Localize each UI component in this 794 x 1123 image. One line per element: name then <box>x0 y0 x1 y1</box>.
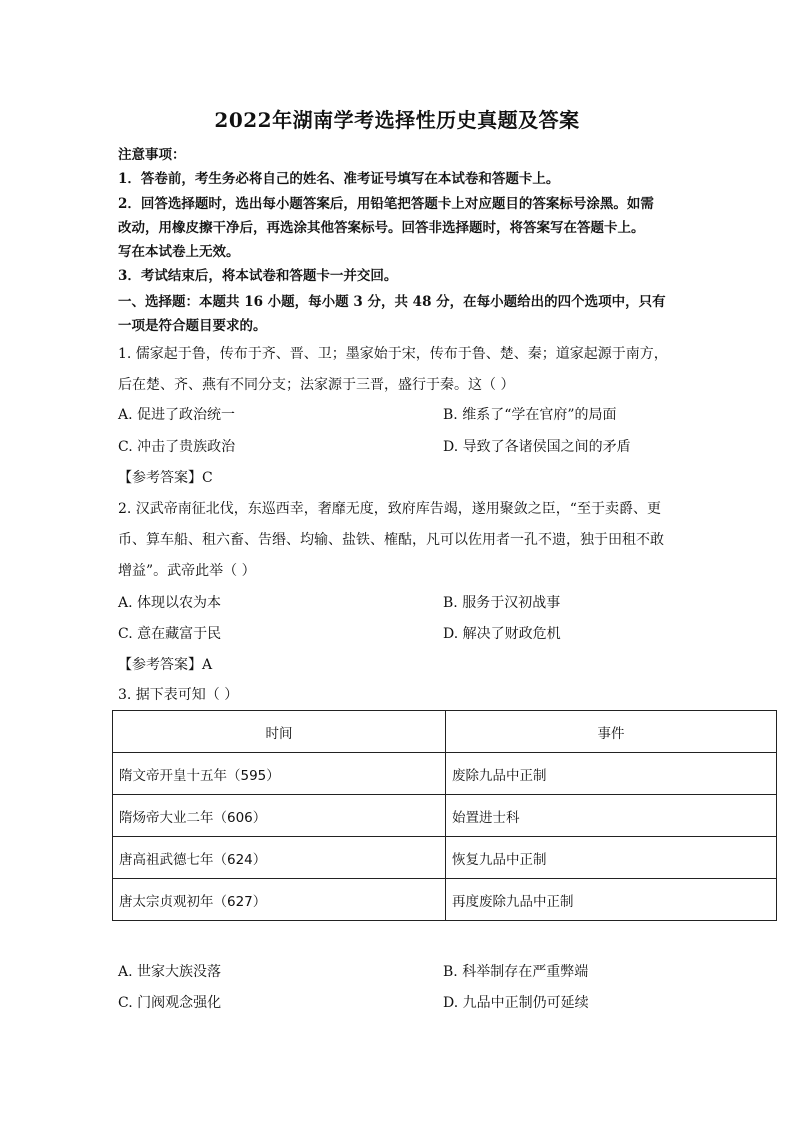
section-heading-line-1: 一、选择题：本题共 16 小题，每小题 3 分，共 48 分，在每小题给出的四个选项中，只有 <box>118 294 666 310</box>
section-heading-line-2: 一项是符合题目要求的。 <box>118 318 267 334</box>
q1-option-c: C. 冲击了贵族政治 <box>118 439 236 455</box>
table-cell-time: 隋炀帝大业二年（606） <box>113 795 446 837</box>
q1-stem-line-2: 后在楚、齐、燕有不同分支；法家源于三晋，盛行于秦。这（ ） <box>118 377 515 393</box>
q2-stem-line-3: 增益”。武帝此举（ ） <box>118 563 256 579</box>
q1-option-b: B. 维系了“学在官府”的局面 <box>443 407 617 423</box>
q2-option-c: C. 意在藏富于民 <box>118 626 222 642</box>
table-row <box>113 837 777 879</box>
notice-item-3: 3．考试结束后，将本试卷和答题卡一并交回。 <box>118 268 398 284</box>
table-cell-event: 恢复九品中正制 <box>446 837 777 879</box>
q3-option-b: B. 科举制存在严重弊端 <box>443 964 589 980</box>
notice-item-2-line-1: 2．回答选择题时，选出每小题答案后，用铅笔把答题卡上对应题目的答案标号涂黑。如需 <box>118 196 654 212</box>
q2-stem-line-1: 2. 汉武帝南征北伐，东巡西幸，奢靡无度，致府库告竭，遂用聚敛之臣，“至于卖爵、更 <box>118 501 661 517</box>
table-row <box>113 753 777 795</box>
table-row <box>113 795 777 837</box>
q3-option-c: C. 门阀观念强化 <box>118 995 222 1011</box>
q3-table <box>112 710 777 921</box>
q1-stem-line-1: 1. 儒家起于鲁，传布于齐、晋、卫；墨家始于宋，传布于鲁、楚、秦；道家起源于南方， <box>118 346 668 362</box>
q2-stem-line-2: 币、算车船、租六畜、告缗、均输、盐铁、榷酤，凡可以佐用者一孔不遗，独于田租不敢 <box>118 532 664 548</box>
notice-item-1: 1．答卷前，考生务必将自己的姓名、准考证号填写在本试卷和答题卡上。 <box>118 171 560 187</box>
table-header-event: 事件 <box>446 711 777 753</box>
notice-item-2-line-2: 改动，用橡皮擦干净后，再选涂其他答案标号。回答非选择题时，将答案写在答题卡上。 <box>118 220 645 236</box>
q1-option-d: D. 导致了各诸侯国之间的矛盾 <box>443 439 631 455</box>
table-cell-time: 隋文帝开皇十五年（595） <box>113 753 446 795</box>
page-title: 2022年湖南学考选择性历史真题及答案 <box>214 108 580 132</box>
table-header-time: 时间 <box>113 711 446 753</box>
table-cell-event: 再度废除九品中正制 <box>446 879 777 921</box>
notice-item-2-line-3: 写在本试卷上无效。 <box>118 244 240 260</box>
table-row <box>113 879 777 921</box>
q2-answer: 【参考答案】A <box>118 657 213 673</box>
table-cell-time: 唐太宗贞观初年（627） <box>113 879 446 921</box>
table-cell-time: 唐高祖武德七年（624） <box>113 837 446 879</box>
table-cell-event: 始置进士科 <box>446 795 777 837</box>
q3-option-a: A. 世家大族没落 <box>118 964 222 980</box>
q2-option-a: A. 体现以农为本 <box>118 595 222 611</box>
q2-option-b: B. 服务于汉初战事 <box>443 595 561 611</box>
q1-option-a: A. 促进了政治统一 <box>118 407 236 423</box>
q2-option-d: D. 解决了财政危机 <box>443 626 561 642</box>
table-cell-event: 废除九品中正制 <box>446 753 777 795</box>
q3-option-d: D. 九品中正制仍可延续 <box>443 995 589 1011</box>
q1-answer: 【参考答案】C <box>118 470 213 486</box>
notice-heading: 注意事项： <box>118 147 186 163</box>
q3-stem: 3. 据下表可知（ ） <box>118 687 239 703</box>
table-header-row <box>113 711 777 753</box>
